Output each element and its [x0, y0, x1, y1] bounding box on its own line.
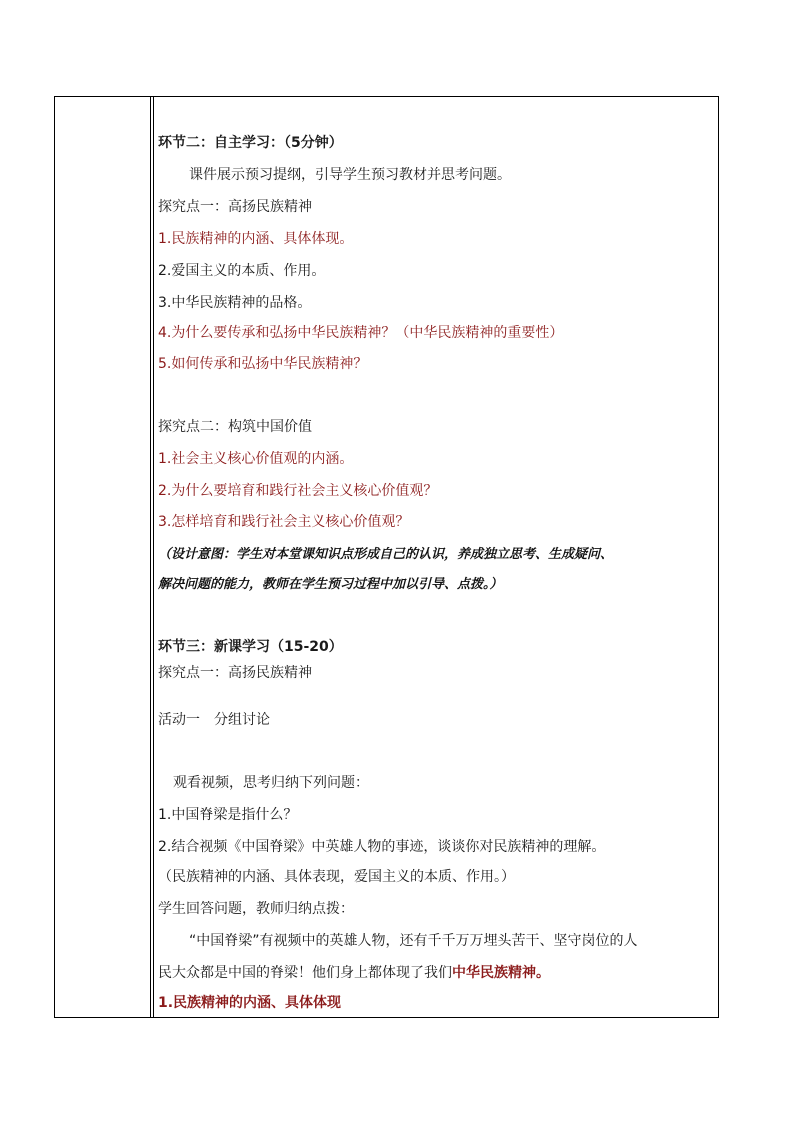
point2-item-3: 3.怎样培育和践行社会主义核心价值观？: [158, 514, 410, 530]
section2-title: 环节二：自主学习：（5分钟）: [158, 135, 343, 151]
summary-line-1: “中国脊梁”有视频中的英雄人物，还有千千万万埋头苦干、坚守岗位的人: [189, 933, 638, 949]
left-column-cell: [55, 97, 151, 1017]
section3-point1-title: 探究点一：高扬民族精神: [158, 665, 312, 681]
answer-hint: （民族精神的内涵、具体表现，爱国主义的本质、作用。）: [158, 869, 515, 885]
point1-item-3: 3.中华民族精神的品格。: [158, 295, 312, 311]
question-2: 2.结合视频《中国脊梁》中英雄人物的事迹，谈谈你对民族精神的理解。: [158, 839, 606, 855]
national-spirit-highlight: 中华民族精神。: [452, 965, 550, 981]
point1-item-1: 1.民族精神的内涵、具体体现。: [158, 231, 354, 247]
design-note-line-2: 解决问题的能力，教师在学生预习过程中加以引导、点拨。）: [158, 577, 503, 592]
section2-point1-title: 探究点一：高扬民族精神: [158, 199, 312, 215]
point2-item-2: 2.为什么要培育和践行社会主义核心价值观？: [158, 483, 438, 499]
section2-intro: 课件展示预习提纲，引导学生预习教材并思考问题。: [189, 167, 511, 183]
point1-item-4: 4.为什么要传承和弘扬中华民族精神？（中华民族精神的重要性）: [158, 325, 564, 341]
activity-title: 活动一 分组讨论: [158, 712, 270, 728]
section3-title: 环节三：新课学习（15-20）: [158, 639, 343, 655]
heading-national-spirit: 1.民族精神的内涵、具体体现: [158, 995, 342, 1011]
question-1: 1.中国脊梁是指什么？: [158, 807, 298, 823]
summary-line-2: [158, 964, 550, 982]
point2-item-1: 1.社会主义核心价值观的内涵。: [158, 451, 354, 467]
answer-intro: 学生回答问题，教师归纳点拨：: [158, 901, 354, 917]
watch-intro: 观看视频，思考归纳下列问题：: [173, 775, 369, 791]
design-note-line-1: （设计意图：学生对本堂课知识点形成自己的认识，养成独立思考、生成疑问、: [158, 547, 614, 562]
point1-item-2: 2.爱国主义的本质、作用。: [158, 263, 326, 279]
point1-item-5: 5.如何传承和弘扬中华民族精神？: [158, 356, 368, 372]
summary-line-2-text: 民大众都是中国的脊梁！他们身上都体现了我们: [158, 965, 452, 981]
section2-point2-title: 探究点二：构筑中国价值: [158, 419, 312, 435]
